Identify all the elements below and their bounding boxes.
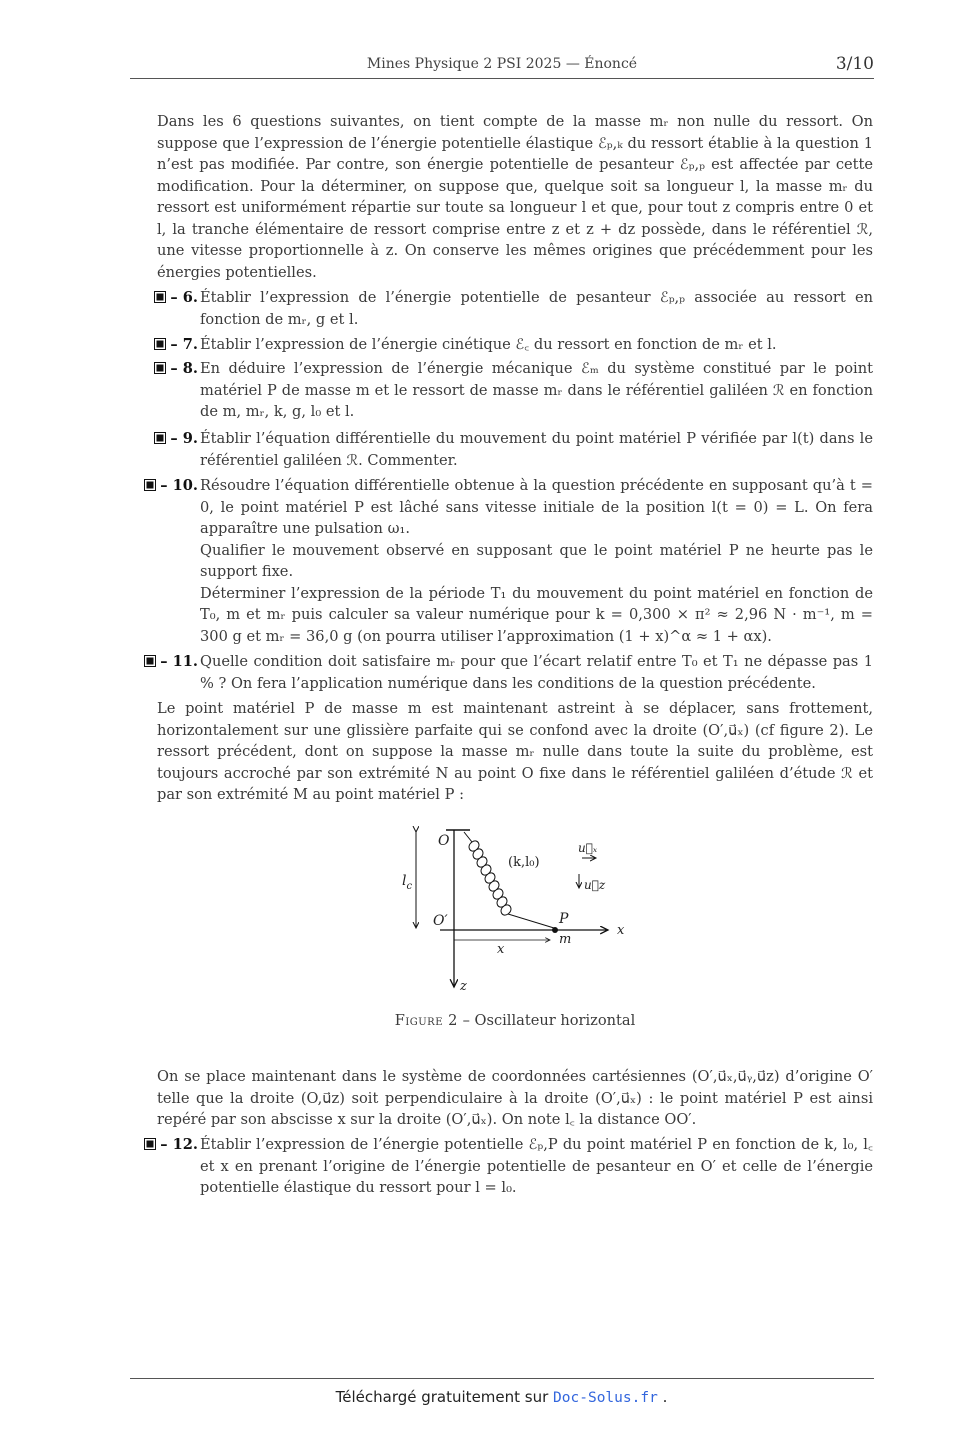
label-O-prime: O′ xyxy=(433,913,448,929)
question-text: Établir l’expression de l’énergie cinétique ℰ꜀ du ressort en fonction de mᵣ et l. xyxy=(200,336,777,353)
footer-end: . xyxy=(657,1388,668,1406)
figure-2-oscillator xyxy=(390,822,640,1002)
checkbox-icon xyxy=(144,655,156,667)
label-O: O xyxy=(438,833,450,849)
label-x-distance: x xyxy=(497,942,505,957)
question-text: Quelle condition doit satisfaire mᵣ pour que l’écart relatif entre T₀ et T₁ ne dépasse pas 1 % ? On fera l’application numérique dans les conditions de la question précédente. xyxy=(200,653,873,692)
checkbox-icon xyxy=(154,291,166,303)
page-header xyxy=(130,54,874,79)
checkbox-icon xyxy=(144,479,156,491)
label-z-axis: z xyxy=(460,979,467,994)
question-text-part-2: Qualifier le mouvement observé en supposant que le point matériel P ne heurte pas le support fixe. xyxy=(200,541,873,580)
question-12 xyxy=(128,1134,873,1199)
question-text: Établir l’expression de l’énergie potentielle ℰₚ,P du point matériel P en fonction de k, l₀, l꜀ et x en prenant l’origine de l’énergie potentielle de pesanteur en O′ et celle de l’énergie potentielle élastique du ressort pour l = l₀. xyxy=(200,1136,873,1196)
label-m: m xyxy=(559,932,572,947)
question-label: – 9. xyxy=(128,428,198,450)
page-number: 3/10 xyxy=(835,54,874,74)
question-text xyxy=(200,475,873,647)
footer-text: Téléchargé gratuitement sur xyxy=(335,1388,554,1406)
header-title: Mines Physique 2 PSI 2025 — Énoncé xyxy=(366,56,638,72)
question-label: – 10. xyxy=(128,475,198,497)
question-7 xyxy=(128,334,873,356)
footer-divider xyxy=(130,1378,874,1379)
checkbox-icon xyxy=(154,362,166,374)
coordinates-paragraph: On se place maintenant dans le système de coordonnées cartésiennes (O′,u⃗ₓ,u⃗ᵧ,u⃗z) d’origine O′ telle que la droite (O,u⃗z) soit perpendiculaire à la droite (O′,u⃗ₓ) : le point matériel P est ainsi repéré par son abscisse x sur la droite (O′,u⃗ₓ). On note l꜀ la distance OO′. xyxy=(157,1068,873,1128)
question-6 xyxy=(128,287,873,330)
label-x-axis: x xyxy=(617,923,625,938)
intro-paragraph: Dans les 6 questions suivantes, on tient compte de la masse mᵣ non nulle du ressort. On suppose que l’expression de l’énergie potentielle élastique ℰₚ,ₖ du ressort établie à la question 1 n’est pas modifiée. Par contre, son énergie potentielle de pesanteur ℰₚ,ₚ est affectée par cette modification. Pour la déterminer, on suppose que, quelque soit sa longueur l, la masse mᵣ du ressort est uniformément répartie sur toute sa longueur l et que, pour tout z compris entre 0 et l, la tranche élémentaire de ressort comprise entre z et z + dz possède, dans le référentiel ℛ, une vitesse proportionnelle à z. On conserve les mêmes origines que précédemment pour les énergies potentielles. xyxy=(157,113,873,281)
mass-point xyxy=(552,927,558,933)
checkbox-icon xyxy=(154,338,166,350)
question-text-part-1: Résoudre l’équation différentielle obtenue à la question précédente en supposant qu’à t = 0, le point matériel P est lâché sans vitesse initiale de la position l(t = 0) = L. On fera apparaître une pulsation ω₁. xyxy=(200,477,873,537)
label-spring: (k,l₀) xyxy=(508,855,540,870)
figure-intro-paragraph: Le point matériel P de masse m est maintenant astreint à se déplacer, sans frottement, horizontalement sur une glissière parfaite qui se confond avec la droite (O′,u⃗ₓ) (cf figure 2). Le ressort précédent, dont on suppose la masse mᵣ nulle dans toute la suite du problème, est toujours accroché par son extrémité N au point O fixe dans le référentiel galiléen d’étude ℛ et par son extrémité M au point matériel P : xyxy=(157,700,873,803)
question-text-part-3: Déterminer l’expression de la période T₁ du mouvement du point matériel en fonction de T₀, m et mᵣ puis calculer sa valeur numérique pour k = 0,300 × π² ≈ 2,96 N · m⁻¹, m = 300 g et mᵣ = 36,0 g (on pourra utiliser l’approximation (1 + x)^α ≈ 1 + αx). xyxy=(200,584,873,645)
label-lc: $l_c$ xyxy=(402,873,413,892)
question-text: En déduire l’expression de l’énergie mécanique ℰₘ du système constitué par le point matériel P de masse m et le ressort de masse mᵣ dans le référentiel galiléen ℛ en fonction de m, mᵣ, k, g, l₀ et l. xyxy=(200,360,873,420)
question-label: – 7. xyxy=(128,334,198,356)
question-9 xyxy=(128,428,873,471)
label-uz: u⃗z xyxy=(584,878,606,892)
footer-link[interactable]: Doc-Solus.fr xyxy=(553,1390,658,1406)
question-text: Établir l’expression de l’énergie potentielle de pesanteur ℰₚ,ₚ associée au ressort en fonction de mᵣ, g et l. xyxy=(200,289,873,328)
question-text: Établir l’équation différentielle du mouvement du point matériel P vérifiée par l(t) dans le référentiel galiléen ℛ. Commenter. xyxy=(200,430,873,469)
question-label: – 6. xyxy=(128,287,198,309)
checkbox-icon xyxy=(144,1138,156,1150)
figure-caption: Figure 2 – Oscillateur horizontal xyxy=(394,1012,636,1029)
question-11 xyxy=(128,651,873,694)
label-P: P xyxy=(559,911,569,927)
question-label: – 12. xyxy=(128,1134,198,1156)
footer xyxy=(0,1388,980,1406)
question-label: – 8. xyxy=(128,358,198,380)
question-label: – 11. xyxy=(128,651,198,673)
question-10 xyxy=(128,475,873,647)
spring xyxy=(464,832,554,928)
oscillator-diagram xyxy=(390,822,640,1002)
label-ux: u⃗ₓ xyxy=(578,841,598,855)
checkbox-icon xyxy=(154,432,166,444)
question-8 xyxy=(128,358,873,423)
